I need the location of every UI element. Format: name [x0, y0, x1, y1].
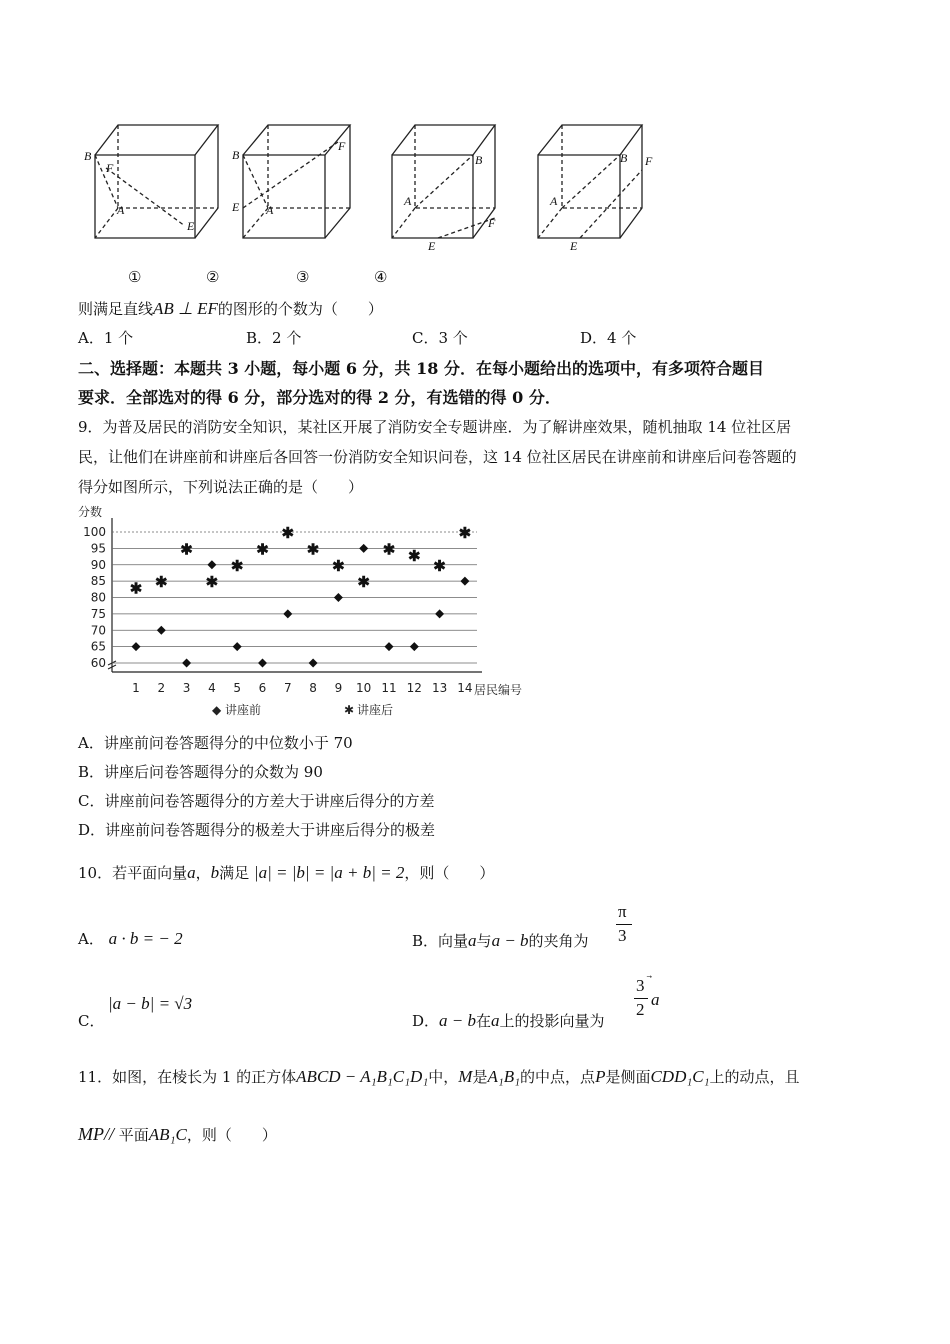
chart-ytick-label: 100	[83, 525, 106, 539]
q10-option-b-frac-num: π	[618, 902, 627, 921]
cube4-label-f: F	[645, 154, 653, 168]
cube-figure-1	[95, 125, 218, 238]
point-after-lecture: ✱	[155, 575, 168, 592]
q9-option-c[interactable]: C．讲座前问卷答题得分的方差大于讲座后得分的方差	[78, 792, 435, 810]
point-after-lecture: ✱	[458, 526, 472, 542]
cube3-label-e: E	[428, 239, 436, 253]
q10-sep: ，	[195, 864, 211, 882]
point-before-lecture	[182, 659, 191, 668]
point-after-lecture: ✱	[332, 558, 345, 575]
point-before-lecture	[207, 560, 216, 569]
q10-option-d-a: a	[491, 1011, 500, 1030]
section2-header-line2: 要求．全部选对的得 6 分，部分选对的得 2 分，有选错的得 0 分．	[78, 388, 561, 407]
q8-option-d[interactable]: D．4 个	[580, 329, 637, 347]
chart-xlabel: 居民编号	[474, 683, 523, 697]
cube1-label-b: B	[84, 149, 92, 163]
q10-option-d-diff: a − b	[439, 1011, 477, 1030]
q10-option-d-post: 上的投影向量为	[499, 1012, 605, 1030]
cube1-label-a: A	[117, 203, 125, 217]
cube3-label-b: B	[475, 153, 483, 167]
q11-mid1: 中，	[428, 1068, 459, 1086]
cube-figure-4	[538, 125, 642, 238]
q10-option-a-label: A．	[78, 930, 104, 948]
q10-stem	[78, 862, 494, 883]
cube3-label-a: A	[404, 194, 412, 208]
cube1-label-f: F	[106, 161, 114, 175]
q10-option-d-frac-bar	[634, 998, 648, 999]
point-before-lecture	[233, 642, 242, 651]
figure-caption-4: ④	[374, 268, 388, 286]
q10-option-b-post: 的夹角为	[528, 932, 589, 950]
q11-cube: ABCD − A₁B₁C₁D₁	[296, 1067, 429, 1086]
q8-stem-post: 的图形的个数为（ ）	[217, 300, 383, 318]
point-after-lecture: ✱	[129, 581, 143, 598]
q11-stem-line1	[78, 1066, 800, 1087]
chart-ytick-label: 90	[90, 557, 106, 572]
legend-label-before: 讲座前	[225, 703, 262, 717]
q10-option-b-frac-den: 3	[618, 926, 627, 945]
figure-caption-1: ①	[128, 268, 142, 286]
q8-option-b[interactable]: B．2 个	[246, 329, 302, 347]
chart-xtick-label: 5	[233, 681, 242, 695]
q8-stem-math: AB ⊥ EF	[153, 299, 218, 318]
q11-face: CDD₁C₁	[650, 1067, 710, 1086]
score-chart	[72, 502, 547, 720]
q11-line2-plane: AB₁C	[148, 1125, 187, 1144]
point-after-lecture: ✱	[357, 575, 370, 592]
legend-marker-after: ✱	[344, 703, 355, 717]
chart-ytick-label: 60	[90, 656, 106, 670]
q10-option-b-a: a	[468, 931, 477, 950]
chart-ytick-label: 95	[90, 541, 106, 556]
cube-figure-3	[392, 125, 495, 238]
q9-stem-line3: 得分如图所示，下列说法正确的是（ ）	[78, 478, 364, 496]
point-after-lecture: ✱	[256, 542, 269, 559]
point-before-lecture	[435, 609, 444, 618]
point-after-lecture: ✱	[180, 542, 193, 559]
q10-condition: |a| = |b| = |a + b| = 2	[253, 863, 405, 882]
cube4-label-a: A	[550, 194, 558, 208]
chart-xtick-label: 10	[356, 681, 372, 695]
figure-caption-3: ③	[296, 268, 310, 286]
chart-xtick-label: 7	[283, 681, 292, 695]
q11-point-m: M	[458, 1067, 473, 1086]
q10-option-c-label[interactable]: C．	[78, 1012, 105, 1030]
point-after-lecture: ✱	[408, 548, 421, 565]
q10-option-d-frac-den: 2	[636, 1000, 645, 1019]
q11-stem-line2	[78, 1124, 277, 1145]
chart-xtick-label: 9	[334, 681, 343, 695]
q10-option-d-frac-num: 3	[636, 976, 645, 995]
q11-point-p: P	[595, 1067, 606, 1086]
chart-legend	[212, 702, 393, 717]
chart-ylabel: 分数	[78, 505, 103, 519]
q8-stem	[78, 298, 383, 319]
chart-ytick-label: 85	[90, 574, 106, 589]
q11-line2-post: ，则（ ）	[186, 1126, 277, 1144]
point-before-lecture	[132, 642, 141, 651]
chart-xtick-label: 12	[406, 681, 422, 695]
q11-mid4: 是侧面	[605, 1068, 651, 1086]
cube4-label-b: B	[620, 151, 628, 165]
point-after-lecture: ✱	[382, 542, 396, 559]
chart-xtick-label: 2	[157, 681, 166, 695]
chart-ytick-label: 75	[90, 606, 106, 621]
chart-xtick-label: 1	[132, 681, 140, 695]
q10-option-d-mid: 在	[476, 1012, 492, 1030]
q11-pre: 11．如图，在棱长为 1 的正方体	[78, 1068, 297, 1086]
point-after-lecture: ✱	[433, 558, 446, 575]
point-after-lecture: ✱	[205, 575, 219, 592]
section2-header-line1: 二、选择题：本题共 3 小题，每小题 6 分，共 18 分．在每小题给出的选项中，有多项符合题目	[78, 359, 764, 378]
point-before-lecture	[460, 577, 469, 586]
q10-option-b-label: B．	[412, 932, 439, 950]
q8-option-a[interactable]: A．1 个	[78, 329, 134, 347]
point-after-lecture: ✱	[281, 526, 295, 542]
q9-stem-line2: 民，让他们在讲座前和讲座后各回答一份消防安全知识问卷，这 14 位社区居民在讲座前和讲座后问卷答题的	[78, 448, 797, 466]
q10-option-c-math: |a − b| = √3	[108, 994, 193, 1013]
cube-figure-2	[243, 125, 350, 238]
cube3-label-f: F	[488, 216, 496, 230]
q9-option-a[interactable]: A．讲座前问卷答题得分的中位数小于 70	[78, 734, 353, 752]
q10-option-b[interactable]	[412, 930, 589, 951]
chart-ytick-label: 80	[90, 590, 106, 605]
q11-post: 上的动点，且	[709, 1068, 800, 1086]
chart-ytick-label: 70	[90, 623, 106, 638]
figure-caption-2: ②	[206, 268, 220, 286]
q11-line2-math: MP//	[78, 1124, 114, 1144]
point-before-lecture	[359, 544, 368, 553]
point-after-lecture: ✱	[230, 558, 244, 575]
cube-figures	[70, 110, 690, 270]
point-before-lecture	[385, 642, 394, 651]
cube4-label-e: E	[570, 239, 578, 253]
q9-stem-line1: 9．为普及居民的消防安全知识，某社区开展了消防安全专题讲座．为了解讲座效果，随机抽取 14 位社区居	[78, 418, 792, 436]
chart-ytick-label: 65	[90, 639, 106, 654]
q8-option-c[interactable]: C．3 个	[412, 329, 468, 347]
chart-xtick-label: 3	[182, 681, 191, 695]
chart-xtick-label: 4	[208, 681, 216, 695]
q10-option-b-pre: 向量	[438, 932, 469, 950]
q8-stem-pre: 则满足直线	[78, 300, 154, 318]
q10-var-a: a	[187, 863, 196, 882]
q11-line2-mid: 平面	[118, 1126, 149, 1144]
q10-stem-mid: 满足	[219, 864, 250, 882]
chart-xtick-label: 11	[381, 681, 397, 695]
q11-segment: A₁B₁	[487, 1067, 521, 1086]
chart-xtick-label: 13	[431, 681, 448, 695]
point-before-lecture	[309, 659, 318, 668]
q9-option-b[interactable]: B．讲座后问卷答题得分的众数为 90	[78, 763, 323, 781]
point-before-lecture	[283, 609, 292, 618]
point-before-lecture	[410, 642, 419, 651]
q10-option-b-diff: a − b	[491, 931, 529, 950]
cube2-label-b: B	[232, 148, 240, 162]
q10-option-b-frac-bar	[616, 924, 632, 925]
cube2-label-a: A	[266, 203, 274, 217]
chart-xtick-label: 8	[309, 681, 317, 695]
q11-mid2: 是	[472, 1068, 488, 1086]
q10-option-a-math: a · b = − 2	[108, 929, 183, 948]
q10-var-b: b	[210, 863, 220, 882]
q10-option-d[interactable]	[412, 1010, 605, 1031]
legend-label-after: 讲座后	[357, 703, 394, 717]
cube2-label-f: F	[338, 139, 346, 153]
q10-option-d-label: D．	[412, 1012, 440, 1030]
cube1-label-e: E	[187, 219, 195, 233]
cube2-label-e: E	[232, 200, 240, 214]
q10-stem-post: ，则（ ）	[404, 864, 495, 882]
point-after-lecture: ✱	[306, 542, 320, 559]
q9-option-d[interactable]: D．讲座前问卷答题得分的极差大于讲座后得分的极差	[78, 821, 436, 839]
q11-mid3: 的中点，点	[520, 1068, 596, 1086]
q10-option-d-vec: a	[651, 990, 660, 1009]
legend-marker-before: ◆	[212, 703, 222, 717]
point-before-lecture	[157, 626, 166, 635]
point-before-lecture	[334, 593, 343, 602]
chart-xtick-label: 6	[258, 681, 267, 695]
point-before-lecture	[258, 659, 267, 668]
q10-option-a[interactable]	[78, 928, 183, 949]
q10-stem-pre: 10．若平面向量	[78, 864, 188, 882]
chart-xtick-label: 14	[457, 681, 473, 695]
q10-option-b-mid: 与	[476, 932, 492, 950]
